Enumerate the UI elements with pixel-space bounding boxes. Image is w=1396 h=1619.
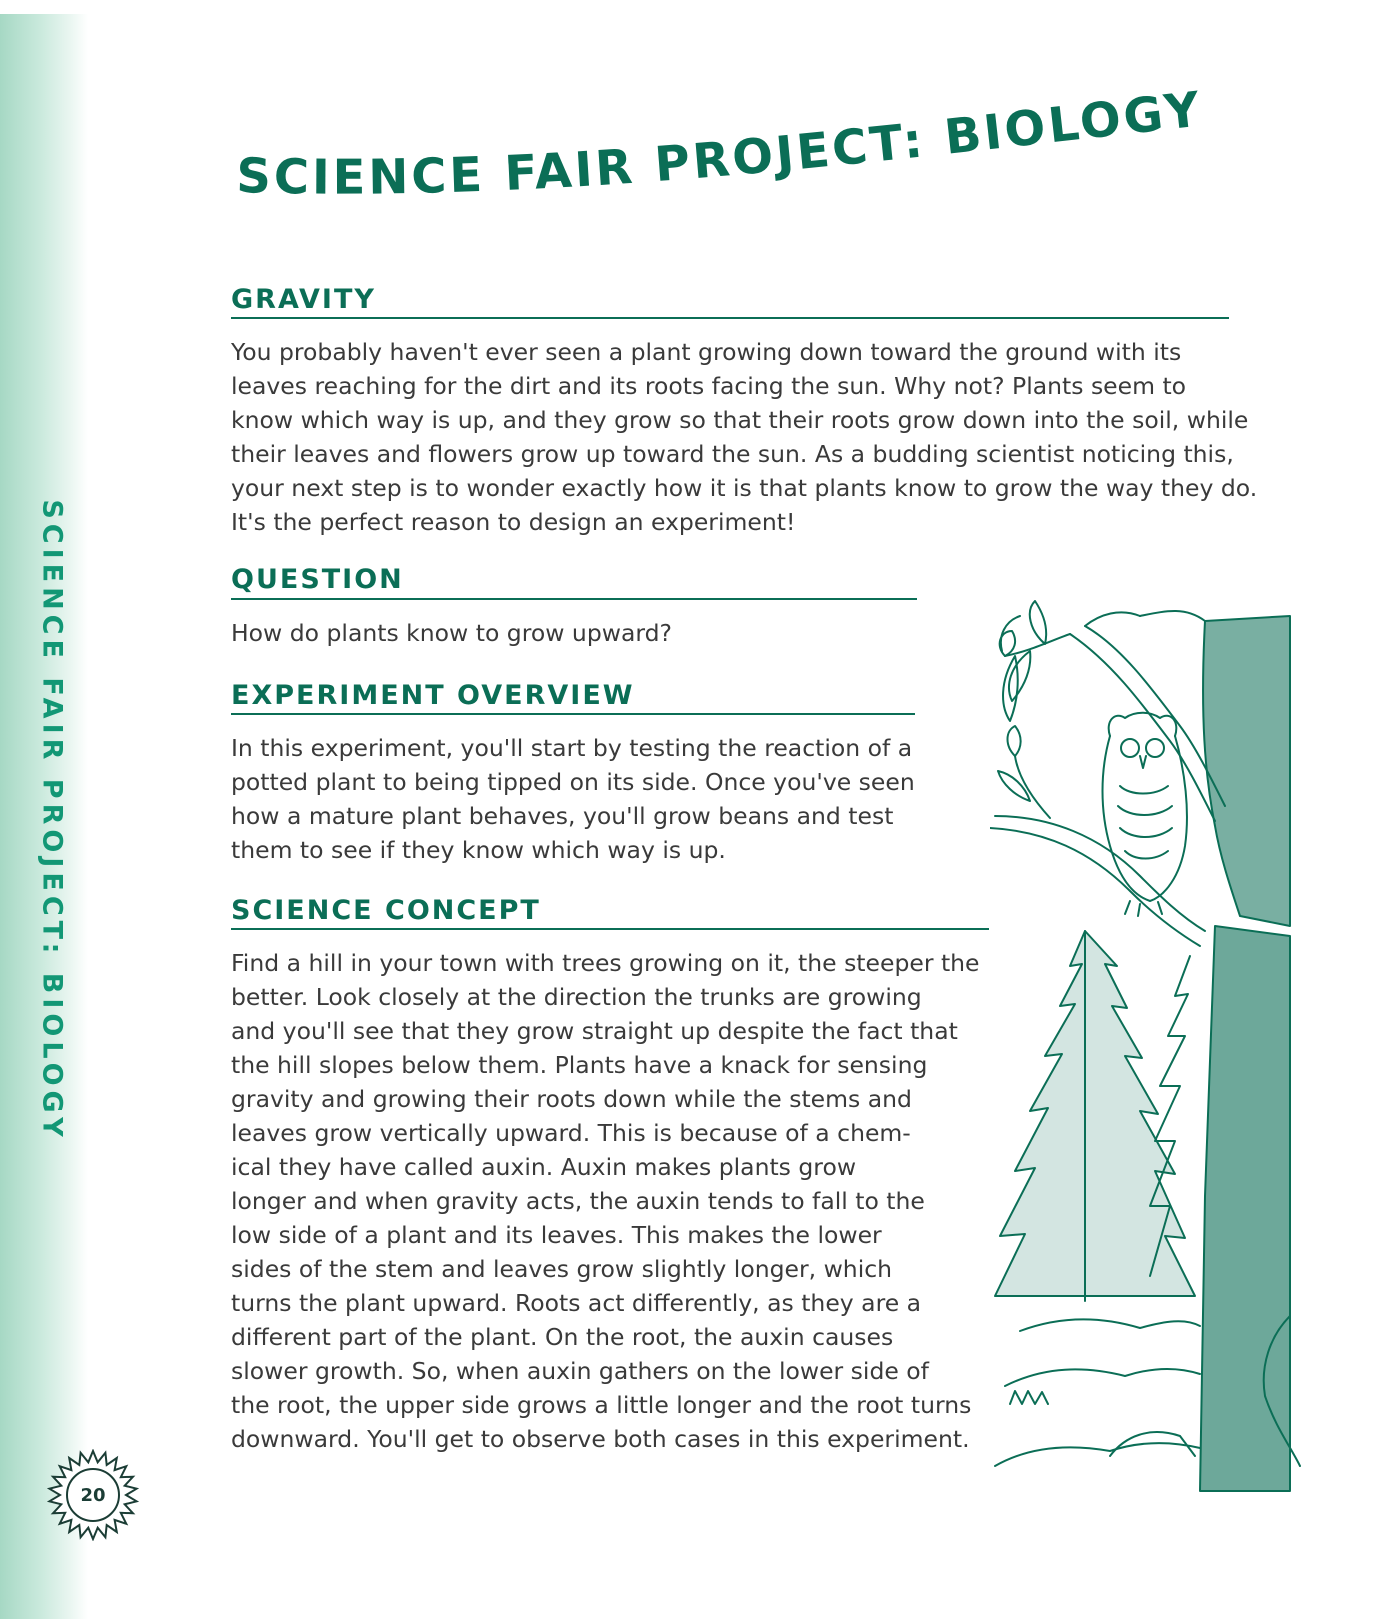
leaf-icon [1000,601,1070,721]
question-heading: QUESTION [231,564,404,595]
gravity-divider [231,317,1229,319]
lower-branch [990,726,1205,946]
gravity-paragraph: You probably haven't ever seen a plant growing down toward the ground with its leaves reaching for the dirt and its roots facing the sun. Why not? Plants seem to know which way is up, and they grow so that their roots grow down into the soil, while their leaves and flowers grow up toward the sun. As a budding scientist noticing this, your next step is to wonder exactly how it is that plants know to grow the way they do. It's the perfect reason to design an experiment! [231,338,1258,536]
concept-divider [231,928,989,930]
owl-icon [1103,713,1187,916]
pine-tree-icon [995,931,1195,1301]
side-title [32,499,72,1142]
question-divider [231,598,917,600]
overview-heading: EXPERIMENT OVERVIEW [231,680,635,711]
side-title-text: SCIENCE FAIR PROJECT: BIOLOGY [36,499,68,1142]
owl-tree-illustration [990,596,1335,1516]
page-title [235,81,1206,234]
page-number: 20 [80,1484,106,1506]
concept-paragraph: Find a hill in your town with trees growing on it, the steeper the better. Look closely at the direction the trunks are growing and you'll see that they grow straight up despite the fact that the hill slopes below them. Plants have a knack for sensing gravity and growing their roots down while the stems and leaves grow vertically upward. This is because of a chem- ical they have called auxin. Auxin makes plants grow longer and when gravity acts, the auxin tends to fall to the low side of a plant and its leaves. This makes the lower sides of the stem and leaves grow slightly longer, which turns the plant upward. Roots act differently, as they are a different part of the plant. On the root, the auxin causes slower growth. So, when auxin gathers on the lower side of the root, the upper side grows a little longer and the root turns downward. You'll get to observe both cases in this experiment. [231,949,980,1453]
overview-divider [231,713,915,715]
gravity-heading: GRAVITY [231,284,376,315]
overview-paragraph: In this experiment, you'll start by testing the reaction of a potted plant to being tipped on its side. Once you've seen how a mature plant behaves, you'll grow beans and test them to see if they know which way is up. [231,734,915,864]
svg-text:SCIENCE FAIR PROJECT: BIOLOGY [236,81,1206,205]
upper-branch [1070,611,1225,821]
question-paragraph: How do plants know to grow upward? [231,619,673,647]
concept-heading: SCIENCE CONCEPT [231,895,541,926]
page-title-text: SCIENCE FAIR PROJECT: BIOLOGY [235,81,1206,206]
tree-trunk [1200,616,1290,1491]
